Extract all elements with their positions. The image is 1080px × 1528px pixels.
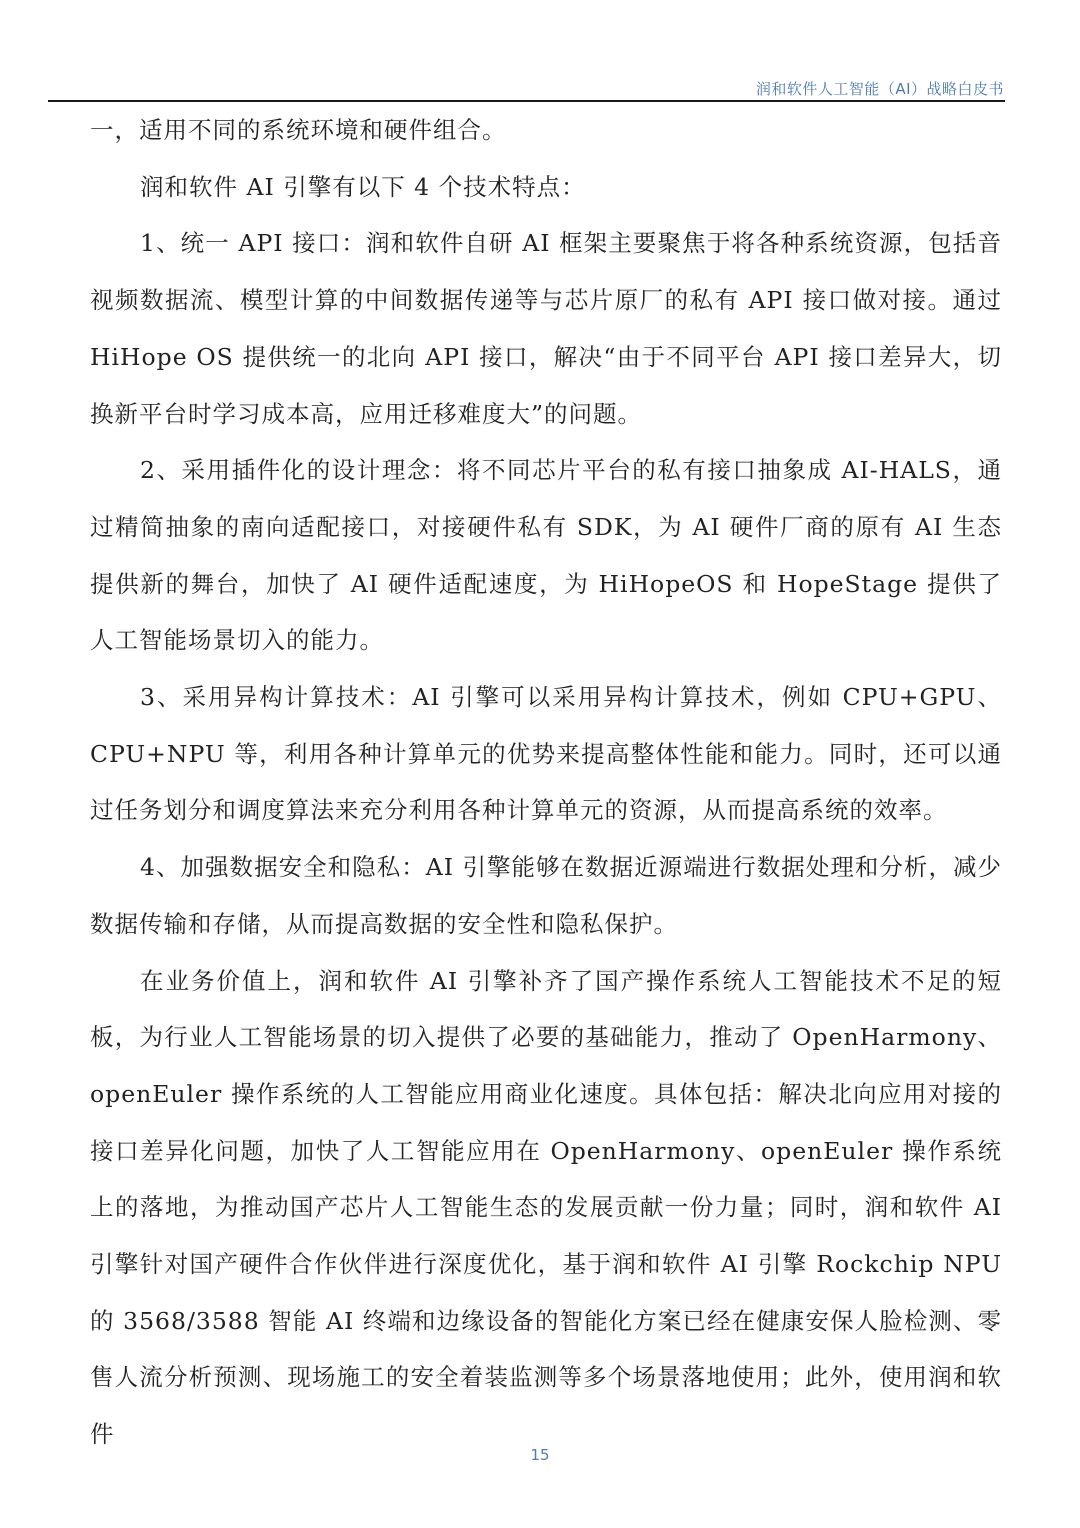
paragraph-feature-1: 1、统一 API 接口：润和软件自研 AI 框架主要聚焦于将各种系统资源，包括音视频数据流、模型计算的中间数据传递等与芯片原厂的私有 API 接口做对接。通过 HiHope OS 提供统一的北向 API 接口，解决“由于不同平台 API 接口差异大，切换新平台时学习成本高，应用迁移难度大”的问题。 <box>90 229 1002 428</box>
page-number: 15 <box>530 1446 550 1464</box>
paragraph-feature-4: 4、加强数据安全和隐私：AI 引擎能够在数据近源端进行数据处理和分析，减少数据传输和存储，从而提高数据的安全性和隐私保护。 <box>90 853 1002 938</box>
paragraph-features-intro: 润和软件 AI 引擎有以下 4 个技术特点： <box>140 172 586 201</box>
paragraph-feature-3: 3、采用异构计算技术：AI 引擎可以采用异构计算技术，例如 CPU+GPU、CPU+NPU 等，利用各种计算单元的优势来提高整体性能和能力。同时，还可以通过任务划分和调度算法来充分利用各种计算单元的资源，从而提高系统的效率。 <box>90 683 1002 825</box>
header-title: 润和软件人工智能（AI）战略白皮书 <box>755 80 1004 98</box>
body-text <box>90 102 1002 1463</box>
paragraph-feature-2: 2、采用插件化的设计理念：将不同芯片平台的私有接口抽象成 AI-HALS，通过精简抽象的南向适配接口，对接硬件私有 SDK，为 AI 硬件厂商的原有 AI 生态提供新的舞台，加快了 AI 硬件适配速度，为 HiHopeOS 和 HopeStage 提供了人工智能场景切入的能力。 <box>90 456 1002 655</box>
paragraph-business-value: 在业务价值上，润和软件 AI 引擎补齐了国产操作系统人工智能技术不足的短板，为行业人工智能场景的切入提供了必要的基础能力，推动了 OpenHarmony、openEuler 操作系统的人工智能应用商业化速度。具体包括：解决北向应用对接的接口差异化问题，加快了人工智能应用在 OpenHarmony、openEuler 操作系统上的落地，为推动国产芯片人工智能生态的发展贡献一份力量；同时，润和软件 AI 引擎针对国产硬件合作伙伴进行深度优化，基于润和软件 AI 引擎 Rockchip NPU 的 3568/3588 智能 AI 终端和边缘设备的智能化方案已经在健康安保人脸检测、零售人流分析预测、现场施工的安全着装监测等多个场景落地使用；此外，使用润和软件 <box>90 966 1002 1449</box>
paragraph-intro-end: 一，适用不同的系统环境和硬件组合。 <box>90 116 507 144</box>
